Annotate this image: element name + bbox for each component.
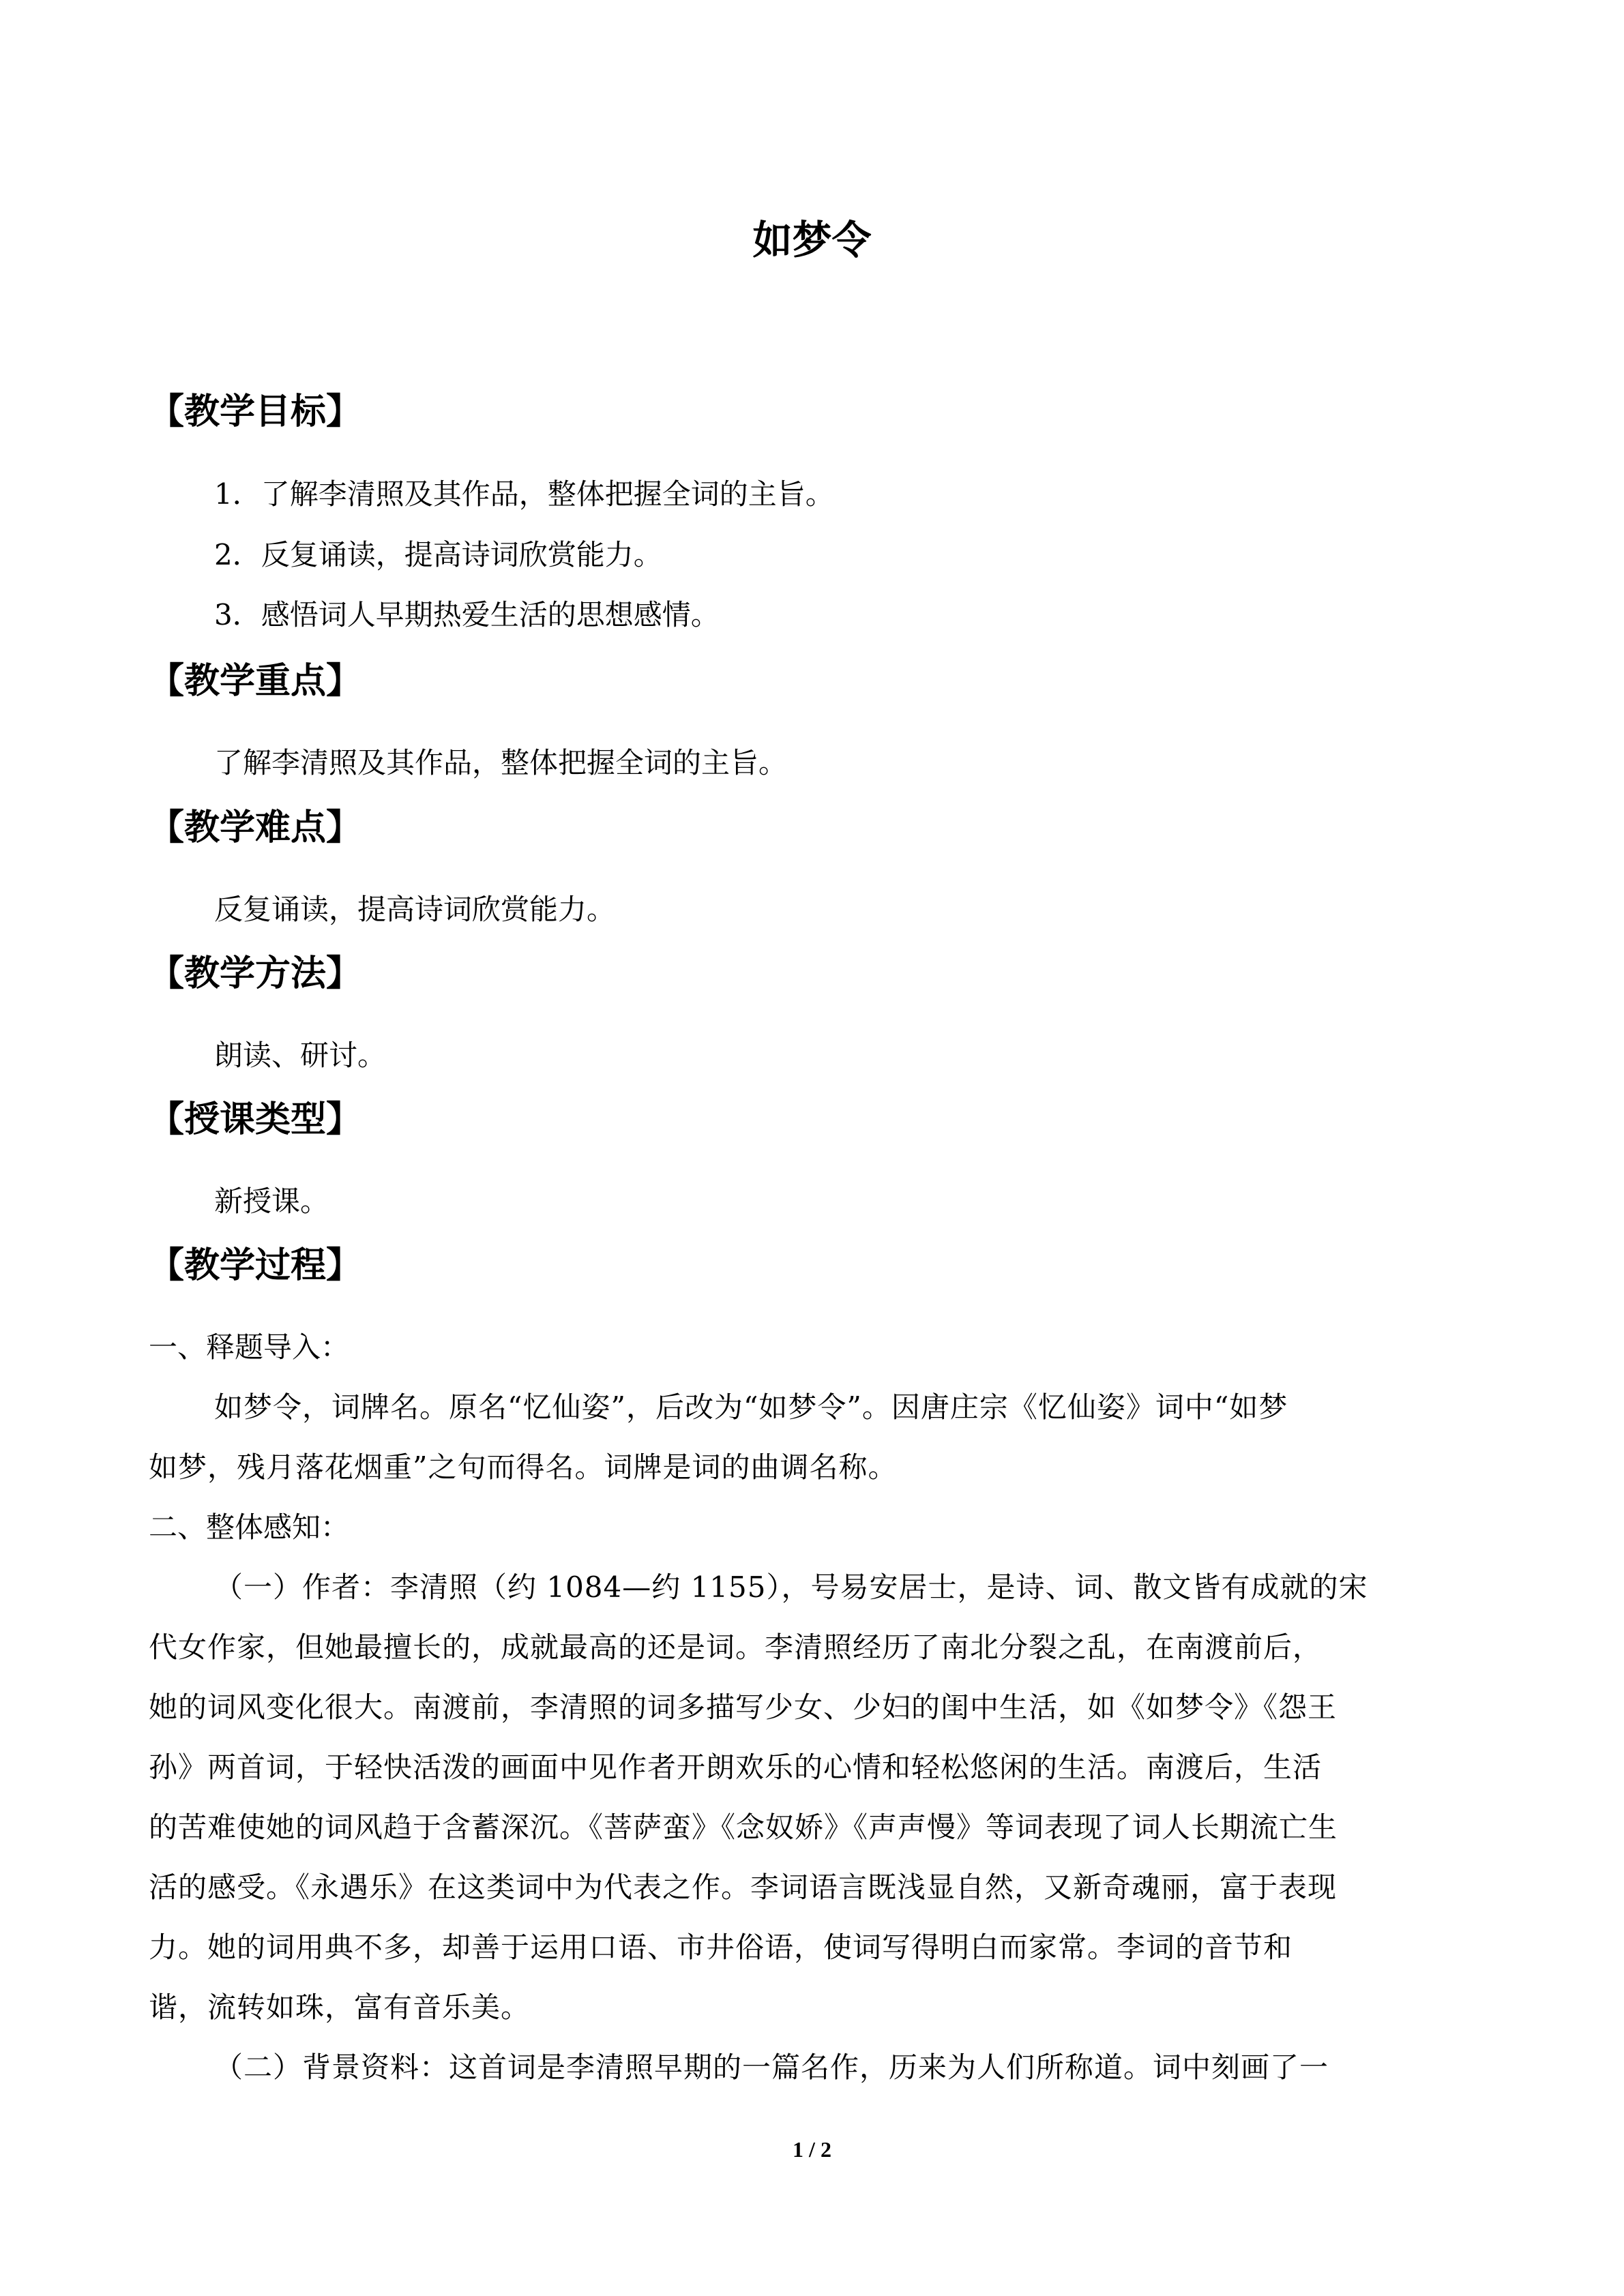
process-part1-line: 如梦，残月落花烟重”之句而得名。词牌是词的曲调名称。 [149,1450,898,1484]
objective-item: 3．感悟词人早期热爱生活的思想感情。 [214,598,720,631]
heading-difficulties: 【教学难点】 [149,807,362,848]
process-part1-line: 如梦令，词牌名。原名“忆仙姿”，后改为“如梦令”。因唐庄宗《忆仙姿》词中“如梦 [214,1390,1288,1424]
process-part1-title: 一、释题导入： [149,1330,350,1364]
heading-methods: 【教学方法】 [149,953,362,994]
objective-item: 1．了解李清照及其作品，整体把握全词的主旨。 [214,477,834,511]
heading-objectives: 【教学目标】 [149,391,362,432]
author-line: 孙》两首词，于轻快活泼的画面中见作者开朗欢乐的心情和轻松悠闲的生活。南渡后，生活 [149,1750,1323,1784]
objective-item: 2．反复诵读，提高诗词欣赏能力。 [214,538,662,571]
author-line: （一）作者：李清照（约 1084—约 1155），号易安居士，是诗、词、散文皆有成就的宋 [214,1570,1368,1604]
lesson-type-text: 新授课。 [214,1184,329,1218]
author-line: 的苦难使她的词风趋于含蓄深沉。《菩萨蛮》《念奴娇》《声声慢》等词表现了词人长期流亡生 [149,1810,1338,1844]
difficulties-text: 反复诵读，提高诗词欣赏能力。 [214,893,616,926]
background-line: （二）背景资料：这首词是李清照早期的一篇名作，历来为人们所称道。词中刻画了一 [214,2051,1329,2084]
document-title: 如梦令 [752,217,872,263]
key-points-text: 了解李清照及其作品，整体把握全词的主旨。 [214,746,788,779]
heading-key-points: 【教学重点】 [149,661,362,702]
page-number: 1 / 2 [793,2137,831,2162]
author-line: 活的感受。《永遇乐》在这类词中为代表之作。李词语言既浅显自然，又新奇魂丽，富于表现 [149,1870,1338,1904]
heading-process: 【教学过程】 [149,1245,362,1286]
author-line: 代女作家，但她最擅长的，成就最高的还是词。李清照经历了南北分裂之乱，在南渡前后， [149,1630,1323,1664]
process-part2-title: 二、整体感知： [149,1510,350,1544]
author-line: 力。她的词用典不多，却善于运用口语、市井俗语，使词写得明白而家常。李词的音节和 [149,1930,1293,1964]
author-line: 她的词风变化很大。南渡前，李清照的词多描写少女、少妇的闺中生活，如《如梦令》《怨王 [149,1690,1338,1724]
heading-lesson-type: 【授课类型】 [149,1099,362,1140]
author-line: 谐，流转如珠，富有音乐美。 [149,1991,531,2024]
methods-text: 朗读、研讨。 [214,1039,387,1072]
